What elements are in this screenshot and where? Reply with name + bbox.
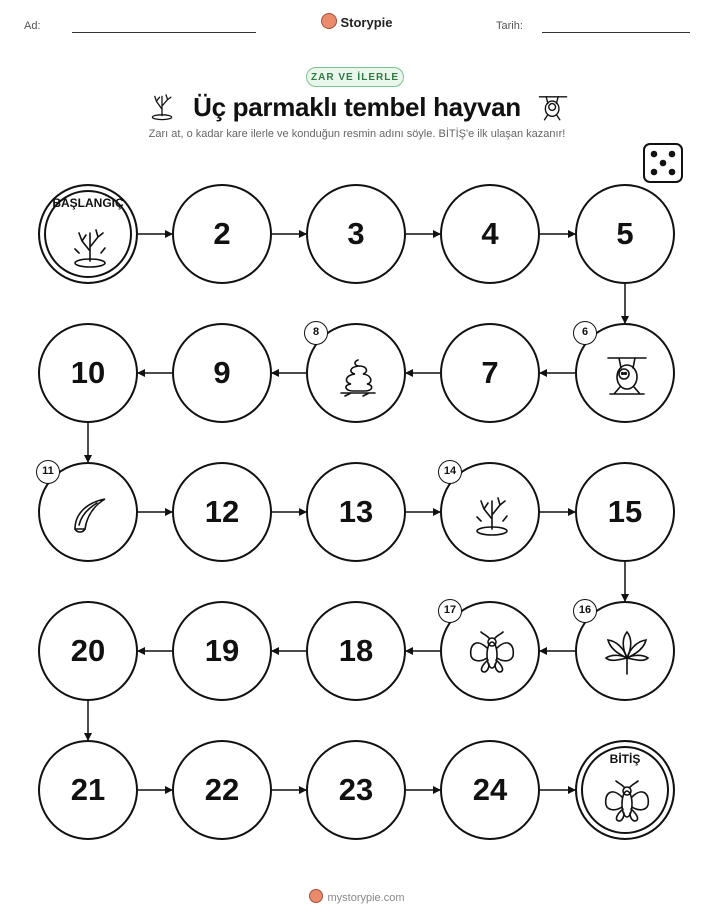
board-space-3 — [306, 184, 406, 284]
space-number: 19 — [204, 633, 240, 668]
space-picture — [65, 489, 115, 539]
board-space-5 — [575, 184, 675, 284]
space-number: 23 — [338, 772, 374, 807]
space-number: 13 — [338, 494, 374, 529]
claw-icon — [65, 489, 115, 539]
board-space-16 — [575, 601, 675, 701]
storypie-logo-icon — [309, 889, 323, 903]
space-picture — [467, 628, 517, 678]
board-space-4 — [440, 184, 540, 284]
board-space-25 — [575, 740, 675, 840]
game-type-tag: ZAR VE İLERLE — [306, 67, 404, 87]
board-space-9 — [172, 323, 272, 423]
finish-label: BİTİŞ — [609, 752, 641, 766]
board-space-1 — [38, 184, 138, 284]
dung-icon — [333, 350, 383, 400]
space-number: 4 — [481, 216, 499, 251]
board-space-8 — [306, 323, 406, 423]
board-space-13 — [306, 462, 406, 562]
space-number: 20 — [70, 633, 106, 668]
space-number: 21 — [70, 772, 106, 807]
moth-icon — [467, 628, 517, 678]
space-number-badge: 17 — [438, 599, 462, 623]
leaf-icon — [602, 628, 652, 678]
space-number: 9 — [213, 355, 231, 390]
space-number: 7 — [481, 355, 499, 390]
space-number: 10 — [70, 355, 106, 390]
board-space-14 — [440, 462, 540, 562]
date-label: Tarih: — [496, 20, 523, 32]
board-space-17 — [440, 601, 540, 701]
board-space-15 — [575, 462, 675, 562]
board-space-11 — [38, 462, 138, 562]
coral-icon — [65, 221, 115, 271]
board-space-6 — [575, 323, 675, 423]
board-space-23 — [306, 740, 406, 840]
space-number: 2 — [213, 216, 231, 251]
moth-icon — [602, 777, 652, 827]
board-space-18 — [306, 601, 406, 701]
space-picture — [602, 350, 652, 400]
page-title: Üç parmaklı tembel hayvan — [193, 92, 521, 122]
board-space-2 — [172, 184, 272, 284]
start-label: BAŞLANGIÇ — [52, 196, 124, 210]
space-number: 22 — [204, 772, 240, 807]
space-number-badge: 6 — [573, 321, 597, 345]
space-number-badge: 8 — [304, 321, 328, 345]
instructions: Zarı at, o kadar kare ilerle ve konduğun resmin adını söyle. BİTİŞ'e ilk ulaşan kazanır! — [148, 128, 566, 140]
space-picture — [602, 777, 652, 827]
coral-icon — [467, 489, 517, 539]
space-number: 18 — [338, 633, 374, 668]
name-label: Ad: — [24, 20, 41, 32]
space-picture — [65, 221, 115, 271]
space-picture — [467, 489, 517, 539]
board-space-7 — [440, 323, 540, 423]
space-number: 24 — [472, 772, 508, 807]
space-number: 15 — [607, 494, 643, 529]
space-number: 12 — [204, 494, 240, 529]
board-space-12 — [172, 462, 272, 562]
sloth-icon — [602, 350, 652, 400]
space-picture — [602, 628, 652, 678]
board-space-20 — [38, 601, 138, 701]
space-number: 3 — [347, 216, 365, 251]
space-number: 5 — [616, 216, 634, 251]
board-space-22 — [172, 740, 272, 840]
board-space-24 — [440, 740, 540, 840]
board-space-10 — [38, 323, 138, 423]
space-number-badge: 11 — [36, 460, 60, 484]
board-space-19 — [172, 601, 272, 701]
brand-name: Storypie — [340, 15, 393, 30]
footer-url: mystorypie.com — [327, 892, 405, 904]
footer — [0, 889, 714, 904]
space-picture — [333, 350, 383, 400]
board-space-21 — [38, 740, 138, 840]
space-number-badge: 14 — [438, 460, 462, 484]
space-number-badge: 16 — [573, 599, 597, 623]
